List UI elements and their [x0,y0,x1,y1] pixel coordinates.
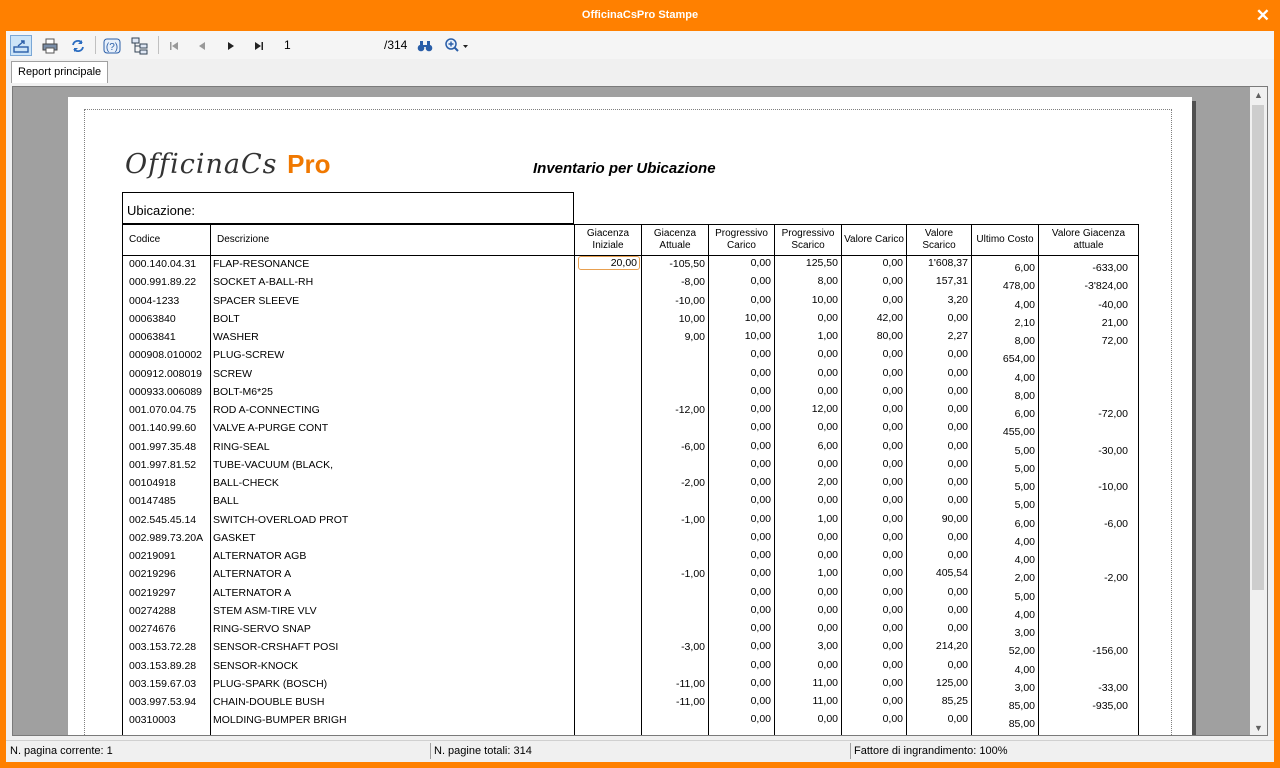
table-cell: 157,31 [935,275,968,288]
table-cell: 85,00 [1008,700,1035,712]
table-cell: 3,00 [1014,681,1035,694]
table-cell: VALVE A-PURGE CONT [213,422,329,435]
page-number-input[interactable] [282,36,382,54]
table-cell: 0,00 [947,494,968,507]
logo [125,149,330,180]
table-cell: 4,00 [1014,554,1035,566]
status-current-page: N. pagina corrente: 1 [10,745,113,757]
table-cell: 0,00 [947,421,968,434]
table-cell: 00219297 [129,586,176,599]
column-rule [574,256,642,736]
table-cell: 0,00 [947,549,968,561]
table-cell: 0,00 [947,476,968,488]
table-cell: 4,00 [1014,298,1035,311]
table-cell: 0,00 [750,403,771,415]
toolbar-separator [95,36,96,54]
table-cell: 0,00 [750,512,771,525]
table-cell: BALL [213,495,239,508]
table-cell: 0,00 [882,257,903,269]
table-cell: 2,00 [817,476,838,488]
table-cell: SCREW [213,367,253,380]
table-cell: 0,00 [947,713,968,726]
table-cell: -1,00 [681,568,705,581]
table-cell: 0,00 [947,403,968,415]
table-cell: 8,00 [1014,389,1035,402]
table-cell: 0,00 [817,457,838,470]
table-cell: 4,00 [1014,663,1035,676]
table-cell: 0,00 [750,676,771,689]
window-title: OfficinaCsPro Stampe [581,9,699,21]
table-cell: 85,25 [941,695,968,707]
toolbar-separator [158,36,159,54]
table-cell: 0,00 [750,476,771,488]
table-cell: -72,00 [1098,408,1128,420]
table-cell: 0,00 [750,530,771,543]
table-cell: 0,00 [882,640,903,653]
table-cell: 1,00 [817,330,838,342]
table-cell: 001.140.99.60 [129,422,197,435]
table-cell: 000.140.04.31 [129,258,197,270]
table-cell: 0,00 [750,421,771,434]
table-cell: 003.153.89.28 [129,659,197,672]
table-cell: 478,00 [1002,280,1035,293]
table-cell: -11,00 [676,696,705,708]
table-cell: 1'608,37 [928,257,968,269]
table-cell: 0,00 [750,622,771,634]
title-bar [0,0,1280,31]
table-cell: BOLT [213,312,240,325]
table-cell: 0,00 [750,585,771,598]
table-cell: 0,00 [750,567,771,580]
table-cell: 0,00 [882,713,903,726]
table-cell: 8,00 [817,275,838,288]
table-cell: 0,00 [750,603,771,616]
table-cell: SOCKET A-BALL-RH [213,276,314,289]
table-cell: 125,00 [935,676,968,689]
table-cell: 002.545.45.14 [129,513,197,526]
table-cell: TUBE-VACUUM (BLACK, [213,458,333,471]
table-cell: 5,00 [1014,590,1035,603]
table-cell: -3'824,00 [1084,280,1128,293]
zoom-icon[interactable] [442,35,472,56]
table-cell: 1,00 [817,567,838,580]
table-cell: 9,00 [684,331,705,343]
table-cell: 0,00 [882,585,903,598]
tab-strip [6,59,1274,83]
status-bar [6,740,1274,760]
column-header: Giacenza Iniziale [574,224,642,256]
table-cell: 0,00 [882,622,903,634]
table-cell: -6,00 [681,440,705,453]
logo-main-text: OfficinaCs [125,149,278,180]
table-cell: 0,00 [817,713,838,726]
table-cell: 0,00 [882,348,903,361]
table-cell: 0,00 [882,603,903,616]
table-cell: 0,00 [947,384,968,397]
table-cell: ALTERNATOR A [213,586,292,599]
table-cell: 0,00 [750,366,771,379]
table-cell: 1,00 [817,512,838,525]
table-cell: 0,00 [750,549,771,561]
table-cell: 0,00 [750,293,771,306]
find-icon[interactable] [414,35,436,56]
table-cell: 3,20 [947,293,968,306]
table-cell: 654,00 [1002,353,1035,366]
table-cell: PLUG-SPARK (BOSCH) [213,677,328,690]
table-cell: -12,00 [675,404,705,416]
table-cell: 00063840 [129,312,176,325]
table-cell: SPACER SLEEVE [213,294,300,307]
table-cell: 6,00 [1014,262,1035,274]
table-cell: SENSOR-KNOCK [213,659,299,672]
toolbar [6,31,1274,59]
table-cell: 0,00 [882,457,903,470]
table-cell: 0,00 [947,311,968,324]
table-cell: 3,00 [817,640,838,653]
table-cell: 000908.010002 [129,349,202,362]
table-cell: 0,00 [882,549,903,561]
table-cell: 00219091 [129,550,176,562]
table-cell: -2,00 [681,477,705,489]
table-cell: 52,00 [1008,645,1035,658]
table-cell: 003.159.67.03 [129,677,197,690]
table-cell: 0,00 [947,603,968,616]
table-cell: 00063841 [129,331,176,343]
table-cell: 0004-1233 [129,294,180,307]
table-cell: 0,00 [750,695,771,707]
table-cell: 001.997.81.52 [129,458,197,471]
table-cell: MOLDING-BUMPER BRIGH [213,714,347,727]
table-cell: 0,00 [882,676,903,689]
table-cell: 0,00 [882,421,903,434]
refresh-icon[interactable] [67,35,89,56]
table-cell: 0,00 [882,476,903,488]
last-page-icon[interactable] [248,35,270,56]
table-cell: 125,50 [805,257,838,269]
table-cell: -33,00 [1098,681,1128,694]
column-header: Valore Scarico [906,224,972,256]
ubicazione-label: Ubicazione: [127,203,195,218]
table-cell: 0,00 [882,439,903,452]
table-cell: ALTERNATOR A [213,568,292,581]
table-cell: 42,00 [876,311,903,324]
table-cell: 0,00 [882,494,903,507]
table-cell: 0,00 [882,512,903,525]
table-cell: 5,00 [1014,499,1035,512]
table-cell: 5,00 [1014,481,1035,493]
close-icon[interactable]: ✕ [1255,6,1270,25]
table-cell: 0,00 [882,695,903,707]
table-cell: 00274288 [129,604,176,617]
table-cell: 0,00 [947,348,968,361]
tree-icon[interactable] [129,35,151,56]
table-cell: 0,00 [947,530,968,543]
column-header: Progressivo Scarico [774,224,842,256]
table-cell: SENSOR-CRSHAFT POSI [213,641,339,654]
table-cell: 80,00 [876,330,903,342]
table-cell: 0,00 [817,421,838,434]
table-cell: -30,00 [1098,444,1128,457]
table-cell: 0,00 [750,640,771,653]
table-cell: 00219296 [129,568,176,581]
table-cell: 0,00 [882,403,903,415]
table-cell: -935,00 [1092,700,1128,712]
table-cell: 6,00 [1014,517,1035,530]
table-cell: 000.991.89.22 [129,276,197,289]
first-page-icon[interactable] [163,35,185,56]
ubicazione-box [122,192,574,224]
table-cell: 00310003 [129,714,176,727]
table-cell: 2,00 [1014,572,1035,585]
table-cell: 0,00 [947,366,968,379]
table-cell: 4,00 [1014,535,1035,548]
table-cell: 11,00 [812,695,838,707]
column-header: Valore Carico [841,224,907,256]
table-cell: 0,00 [882,567,903,580]
table-cell: BOLT-M6*25 [213,385,273,398]
table-cell: 0,00 [882,658,903,671]
table-cell: ALTERNATOR AGB [213,550,307,562]
table-cell: 10,00 [811,293,838,306]
table-cell: 0,00 [817,658,838,671]
table-cell: 0,00 [947,622,968,634]
tab-report-principale[interactable]: Report principale [11,61,108,83]
table-cell: WASHER [213,331,259,343]
table-cell: 0,00 [817,603,838,616]
table-cell: 0,00 [750,713,771,726]
table-cell: 0,00 [750,457,771,470]
table-cell: 72,00 [1101,335,1128,347]
table-cell: -105,50 [669,258,705,270]
table-cell: 0,00 [882,384,903,397]
table-cell: 5,00 [1014,462,1035,475]
table-cell: ROD A-CONNECTING [213,404,320,416]
table-cell: 0,00 [750,658,771,671]
table-cell: -633,00 [1092,262,1128,274]
table-cell: 10,00 [678,312,705,325]
table-cell: 0,00 [817,366,838,379]
table-cell: -156,00 [1092,645,1128,658]
table-cell: 2,10 [1014,316,1035,329]
table-cell: 00274676 [129,623,176,635]
table-cell: 0,00 [947,658,968,671]
print-icon[interactable] [39,35,61,56]
table-cell: 0,00 [882,275,903,288]
table-cell: 0,00 [750,439,771,452]
table-cell: 10,00 [744,311,771,324]
table-cell: 0,00 [750,257,771,269]
table-cell: 000912.008019 [129,367,202,380]
help-icon[interactable] [101,35,123,56]
column-header: Codice [122,224,211,256]
column-header: Valore Giacenza attuale [1038,224,1139,256]
table-cell: CHAIN-DOUBLE BUSH [213,696,325,708]
table-cell: 20,00 [578,256,640,270]
page-total-label: /314 [384,38,408,52]
table-cell: 00147485 [129,495,176,508]
table-cell: 000933.006089 [129,385,202,398]
table-cell: 0,00 [882,366,903,379]
table-cell: -6,00 [1104,517,1128,530]
report-viewer[interactable] [12,86,1268,736]
table-cell: -10,00 [1098,481,1128,493]
table-cell: 8,00 [1014,335,1035,347]
table-cell: 21,00 [1101,316,1128,329]
table-cell: 0,00 [817,348,838,361]
table-cell: 11,00 [812,676,838,689]
table-cell: 6,00 [817,439,838,452]
table-cell: BALL-CHECK [213,477,279,489]
scroll-thumb[interactable] [1252,105,1264,590]
table-cell: 0,00 [947,457,968,470]
table-cell: 0,00 [750,494,771,507]
table-cell: 90,00 [941,512,968,525]
logo-pro-text: Pro [287,149,331,179]
column-header: Progressivo Carico [708,224,775,256]
table-cell: 0,00 [750,384,771,397]
table-cell: 12,00 [811,403,838,415]
table-cell: 0,00 [817,530,838,543]
next-page-icon[interactable] [220,35,242,56]
scroll-down-icon[interactable]: ▼ [1254,723,1263,733]
table-cell: 001.997.35.48 [129,440,197,453]
table-cell: SWITCH-OVERLOAD PROT [213,513,349,526]
table-cell: RING-SEAL [213,440,270,453]
table-cell: 214,20 [935,640,968,653]
table-cell: 0,00 [947,439,968,452]
table-cell: 85,00 [1008,718,1035,731]
column-header: Ultimo Costo [971,224,1039,256]
table-cell: 0,00 [882,530,903,543]
table-cell: 0,00 [750,275,771,288]
client-area [6,31,1274,762]
table-cell: 0,00 [817,622,838,634]
table-cell: 6,00 [1014,408,1035,420]
table-cell: 0,00 [882,293,903,306]
table-cell: 0,00 [817,494,838,507]
table-cell: 455,00 [1002,426,1035,439]
export-icon[interactable] [10,35,32,56]
table-cell: -1,00 [681,513,705,526]
table-cell: FLAP-RESONANCE [213,258,310,270]
table-cell: 2,27 [947,330,968,342]
table-cell: -3,00 [681,641,705,654]
table-cell: -11,00 [676,677,705,690]
report-title: Inventario per Ubicazione [533,160,716,177]
status-zoom: Fattore di ingrandimento: 100% [854,745,1008,757]
table-cell: GASKET [213,531,256,544]
table-cell: 0,00 [817,384,838,397]
column-header: Giacenza Attuale [641,224,709,256]
table-cell: 0,00 [750,348,771,361]
report-page [68,97,1192,736]
table-cell: 00104918 [129,477,176,489]
scroll-up-icon[interactable]: ▲ [1254,90,1263,100]
table-cell: 002.989.73.20A [129,531,204,544]
table-cell: 405,54 [935,567,968,580]
table-cell: 0,00 [817,585,838,598]
prev-page-icon[interactable] [191,35,213,56]
table-cell: 3,00 [1014,627,1035,639]
svg-text:(?): (?) [105,41,119,53]
table-cell: 003.997.53.94 [129,696,197,708]
table-cell: PLUG-SCREW [213,349,285,362]
table-cell: -40,00 [1098,298,1128,311]
table-cell: RING-SERVO SNAP [213,623,311,635]
column-header: Descrizione [210,224,575,256]
table-cell: -10,00 [675,294,705,307]
table-cell: 10,00 [744,330,771,342]
table-cell: 5,00 [1014,444,1035,457]
table-cell: STEM ASM-TIRE VLV [213,604,317,617]
table-cell: -8,00 [681,276,705,289]
table-cell: 003.153.72.28 [129,641,197,654]
column-rule [641,256,709,736]
table-cell: 4,00 [1014,371,1035,384]
table-cell: 4,00 [1014,608,1035,621]
table-cell: 0,00 [947,585,968,598]
table-cell: 0,00 [817,549,838,561]
table-cell: 0,00 [817,311,838,324]
table-cell: -2,00 [1104,572,1128,585]
table-cell: 001.070.04.75 [129,404,197,416]
status-total-pages: N. pagine totali: 314 [434,745,532,757]
vertical-scrollbar[interactable] [1250,87,1267,736]
